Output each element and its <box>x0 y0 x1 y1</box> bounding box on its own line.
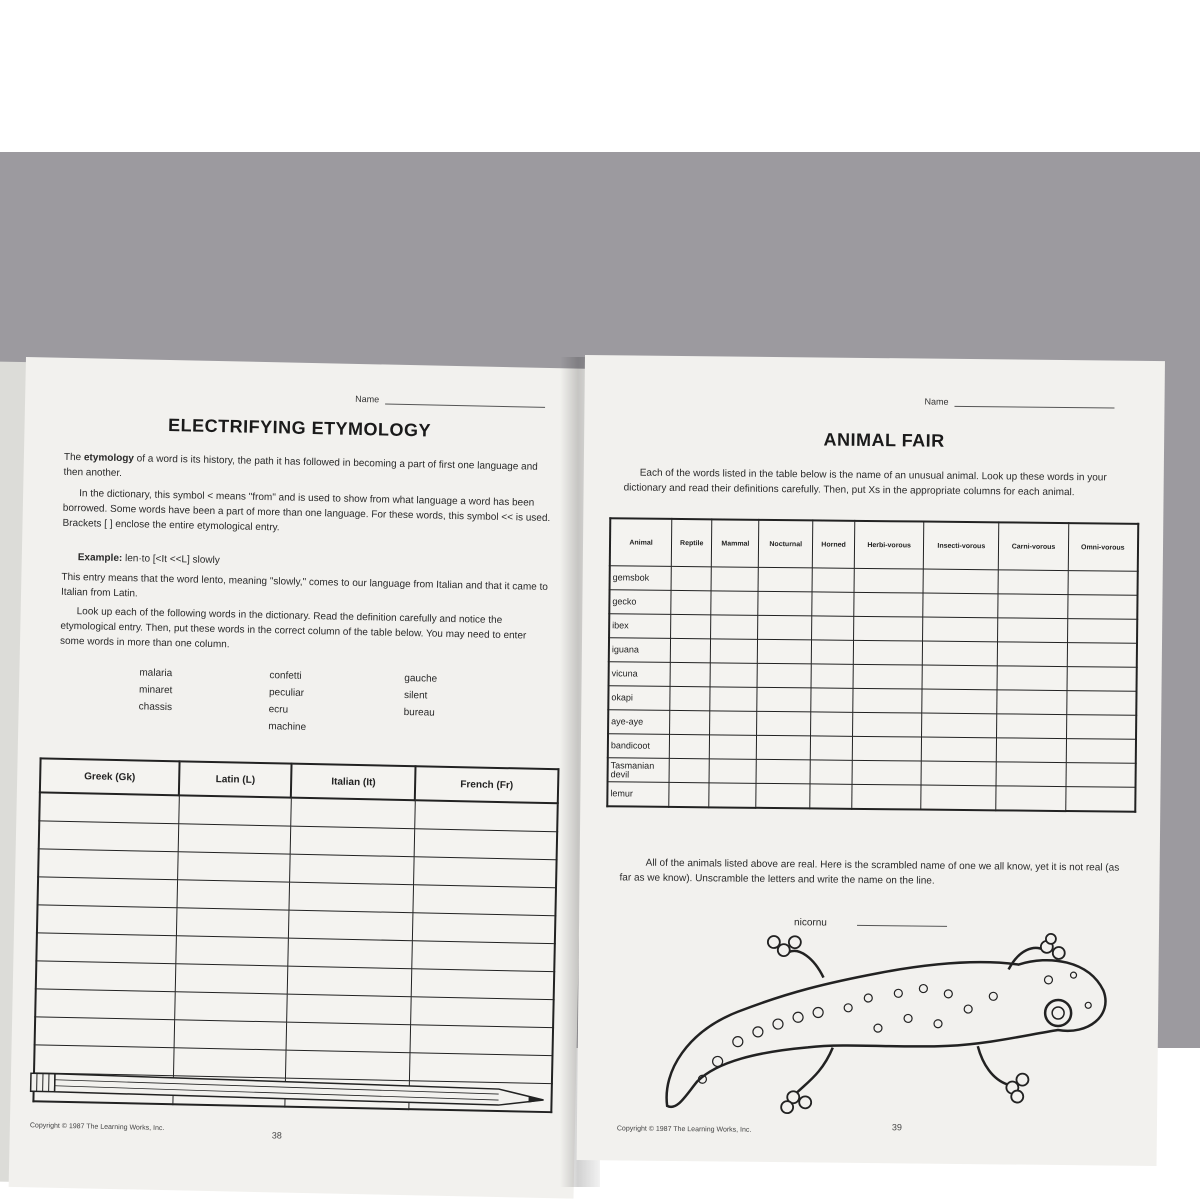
table-cell <box>291 798 415 829</box>
column-header-greek: Greek (Gk) <box>40 758 180 795</box>
table-cell <box>922 665 998 690</box>
paragraph-explanation: This entry means that the word lento, meaning "slowly," comes to our language from Italian and that it came to Italian from Latin. <box>60 571 549 600</box>
table-cell <box>35 1017 175 1048</box>
table-cell <box>854 592 923 617</box>
table-cell <box>758 639 812 664</box>
etymology-table <box>32 757 559 1113</box>
table-cell <box>998 642 1067 667</box>
paragraph-intro: The etymology of a word is its history, the path it has followed in becoming a part of first one language and then another. <box>63 451 538 480</box>
table-header-row <box>610 518 1138 571</box>
column-header-animal: Animal <box>610 518 672 566</box>
table-cell <box>287 994 411 1025</box>
table-cell <box>414 829 557 860</box>
column-header-carnivorous: Carni-vorous <box>999 522 1069 570</box>
name-field <box>355 394 545 408</box>
table-cell <box>997 738 1066 763</box>
table-cell <box>922 713 998 738</box>
column-header-latin: Latin (L) <box>179 761 292 797</box>
page-title: ELECTRIFYING ETYMOLOGY <box>167 414 432 441</box>
table-cell <box>413 885 556 916</box>
scrambled-word-line <box>794 917 947 930</box>
table-cell <box>36 961 176 992</box>
name-field <box>924 397 1114 409</box>
animal-name-cell: okapi <box>608 686 670 711</box>
table-cell <box>711 615 758 639</box>
right-page <box>577 355 1165 1166</box>
table-cell <box>757 663 811 688</box>
table-cell <box>854 616 923 641</box>
table-cell <box>176 908 289 938</box>
table-cell <box>1067 619 1137 644</box>
page-number: 38 <box>271 1130 282 1141</box>
table-cell <box>757 711 811 736</box>
animal-name-cell: ibex <box>609 614 671 639</box>
name-label: Name <box>924 396 949 407</box>
photo-background <box>0 152 1200 1141</box>
table-cell <box>812 568 854 592</box>
table-cell <box>670 662 711 686</box>
table-cell <box>812 592 854 616</box>
paragraph-instructions: Look up each of the following words in the dictionary. Read the definition carefully and notice the etymological entry. Then, put these words in the correct column of the table below. You may need to enter some words in more than one column. <box>59 606 527 651</box>
table-cell <box>412 913 555 944</box>
table-cell <box>671 614 712 638</box>
table-cell <box>37 905 177 936</box>
table-cell <box>758 591 812 616</box>
table-cell <box>998 618 1067 643</box>
table-cell <box>998 594 1067 619</box>
table-cell <box>670 710 711 734</box>
table-cell <box>669 734 710 758</box>
table-cell <box>852 736 921 761</box>
table-cell <box>1065 787 1135 812</box>
table-cell <box>710 663 757 687</box>
left-page <box>9 357 591 1199</box>
table-cell <box>996 762 1065 787</box>
table-cell <box>853 664 922 689</box>
table-cell <box>413 857 556 888</box>
scrambled-word: nicornu <box>794 917 827 929</box>
table-cell <box>288 910 412 941</box>
paragraph-scramble: All of the animals listed above are real. Here is the scrambled name of one we all know, yet it is not real (as far as we know). Unscramble the letters and write the name on the line. <box>619 857 1120 887</box>
word-item: gauche <box>404 672 438 685</box>
table-cell <box>410 997 553 1028</box>
column-header-horned: Horned <box>812 520 854 568</box>
word-item: peculiar <box>268 687 305 699</box>
word-item: malaria <box>139 667 173 680</box>
animal-name-cell: aye-aye <box>608 710 670 735</box>
table-cell <box>175 964 288 994</box>
table-cell <box>1066 763 1136 788</box>
column-header-reptile: Reptile <box>671 519 712 567</box>
copyright-footer: Copyright © 1987 The Learning Works, Inc. <box>616 1125 752 1134</box>
table-cell <box>810 784 852 809</box>
table-cell <box>412 941 555 972</box>
answer-line <box>857 925 947 927</box>
animal-name-cell: lemur <box>607 782 669 807</box>
animal-name-cell: Tasmanian devil <box>608 758 670 783</box>
table-cell <box>287 966 411 997</box>
word-list-column-2 <box>268 670 307 739</box>
column-header-insectivorous: Insecti-vorous <box>923 522 999 570</box>
table-cell <box>411 969 554 1000</box>
table-cell <box>414 800 557 831</box>
table-cell <box>758 615 812 640</box>
page-title: ANIMAL FAIR <box>823 429 945 451</box>
table-cell <box>38 849 178 880</box>
animal-name-cell: gemsbok <box>610 566 672 591</box>
table-cell <box>996 786 1065 811</box>
column-header-herbivorous: Herbi-vorous <box>854 521 924 569</box>
word-item: minaret <box>138 684 173 697</box>
table-cell <box>758 567 812 592</box>
table-cell <box>709 759 756 783</box>
table-cell <box>997 666 1066 691</box>
table-cell <box>711 639 758 663</box>
table-cell <box>812 616 854 640</box>
word-list-column-3 <box>403 673 437 725</box>
table-cell <box>710 735 757 759</box>
table-cell <box>670 638 711 662</box>
table-cell <box>178 795 291 826</box>
table-cell <box>756 783 810 808</box>
table-cell <box>710 687 757 711</box>
column-header-omnivorous: Omni-vorous <box>1068 523 1138 571</box>
table-cell <box>671 590 712 614</box>
word-list-column-1 <box>138 667 172 719</box>
word-item: silent <box>403 689 428 702</box>
table-cell <box>178 824 291 854</box>
table-cell <box>174 992 287 1022</box>
table-cell <box>997 690 1066 715</box>
table-cell <box>410 1025 553 1056</box>
table-cell <box>1067 643 1137 668</box>
animal-name-cell: iguana <box>609 638 671 663</box>
word-item: machine <box>268 721 307 733</box>
animal-name-cell: bandicoot <box>608 734 670 759</box>
animal-table-body <box>607 566 1137 812</box>
table-cell <box>286 1022 410 1053</box>
table-cell <box>854 568 923 593</box>
column-header-nocturnal: Nocturnal <box>759 520 813 568</box>
table-cell <box>1067 667 1137 692</box>
table-cell <box>810 736 852 760</box>
table-cell <box>757 735 811 760</box>
table-cell <box>810 760 852 784</box>
column-header-french: French (Fr) <box>415 766 558 803</box>
paragraph-intro: Each of the words listed in the table below is the name of an unusual animal. Look up these words in your dictionary and read their definitions carefully. Then, put Xs in the appropriate columns for each animal. <box>623 467 1107 499</box>
table-cell <box>175 936 288 966</box>
animal-name-cell: gecko <box>609 590 671 615</box>
table-cell <box>853 640 922 665</box>
table-cell <box>671 566 712 590</box>
gecko-illustration <box>647 931 1129 1126</box>
table-cell <box>853 712 922 737</box>
table-cell <box>711 591 758 615</box>
animal-table <box>606 517 1139 813</box>
table-cell <box>1067 595 1137 620</box>
table-cell <box>923 617 999 642</box>
table-cell <box>710 711 757 735</box>
table-cell <box>852 784 921 809</box>
table-cell <box>36 933 176 964</box>
table-cell <box>174 1020 287 1050</box>
table-cell <box>921 737 997 762</box>
table-cell <box>35 989 175 1020</box>
example-line: Example: len·to [<It <<L] slowly <box>77 552 220 567</box>
table-cell <box>756 759 810 784</box>
column-header-italian: Italian (It) <box>291 764 415 801</box>
table-cell <box>1066 691 1136 716</box>
table-cell <box>1068 571 1138 596</box>
word-item: bureau <box>403 706 435 719</box>
word-item: chassis <box>138 701 173 714</box>
table-cell <box>997 714 1066 739</box>
table-cell <box>998 570 1067 595</box>
table-cell <box>177 880 290 910</box>
table-cell <box>669 758 710 782</box>
table-cell <box>177 852 290 882</box>
table-cell <box>921 785 997 810</box>
table-cell <box>852 760 921 785</box>
table-cell <box>39 821 179 852</box>
table-cell <box>38 877 178 908</box>
table-cell <box>811 688 853 712</box>
column-header-mammal: Mammal <box>712 519 760 567</box>
table-cell <box>811 664 853 688</box>
page-number: 39 <box>891 1122 902 1133</box>
table-cell <box>921 761 997 786</box>
table-cell <box>670 686 711 710</box>
table-cell <box>711 567 758 591</box>
table-cell <box>39 792 179 823</box>
table-cell <box>922 641 998 666</box>
table-cell <box>290 826 414 857</box>
table-cell <box>923 569 999 594</box>
table-cell <box>289 882 413 913</box>
table-cell <box>922 689 998 714</box>
paragraph-symbol: In the dictionary, this symbol < means "from" and is used to show from what language a word has been borrowed. Some words have been a part of more than one language. For these words, this symbol << is used. Brackets [ ] enclose the entire etymological entry. <box>62 488 551 534</box>
table-cell <box>669 782 710 807</box>
table-cell <box>923 593 999 618</box>
table-row <box>607 782 1135 812</box>
word-item: confetti <box>269 670 302 682</box>
name-label: Name <box>355 393 380 405</box>
table-cell <box>811 712 853 736</box>
table-cell <box>1066 715 1136 740</box>
table-cell <box>853 688 922 713</box>
etymology-table-body <box>33 792 557 1112</box>
table-cell <box>811 640 853 664</box>
table-cell <box>288 938 412 969</box>
word-item: ecru <box>268 704 289 716</box>
animal-name-cell: vicuna <box>609 662 671 687</box>
table-cell <box>289 854 413 885</box>
copyright-footer: Copyright © 1987 The Learning Works, Inc. <box>29 1122 165 1133</box>
table-cell <box>757 687 811 712</box>
table-cell <box>1066 739 1136 764</box>
table-cell <box>709 783 756 808</box>
